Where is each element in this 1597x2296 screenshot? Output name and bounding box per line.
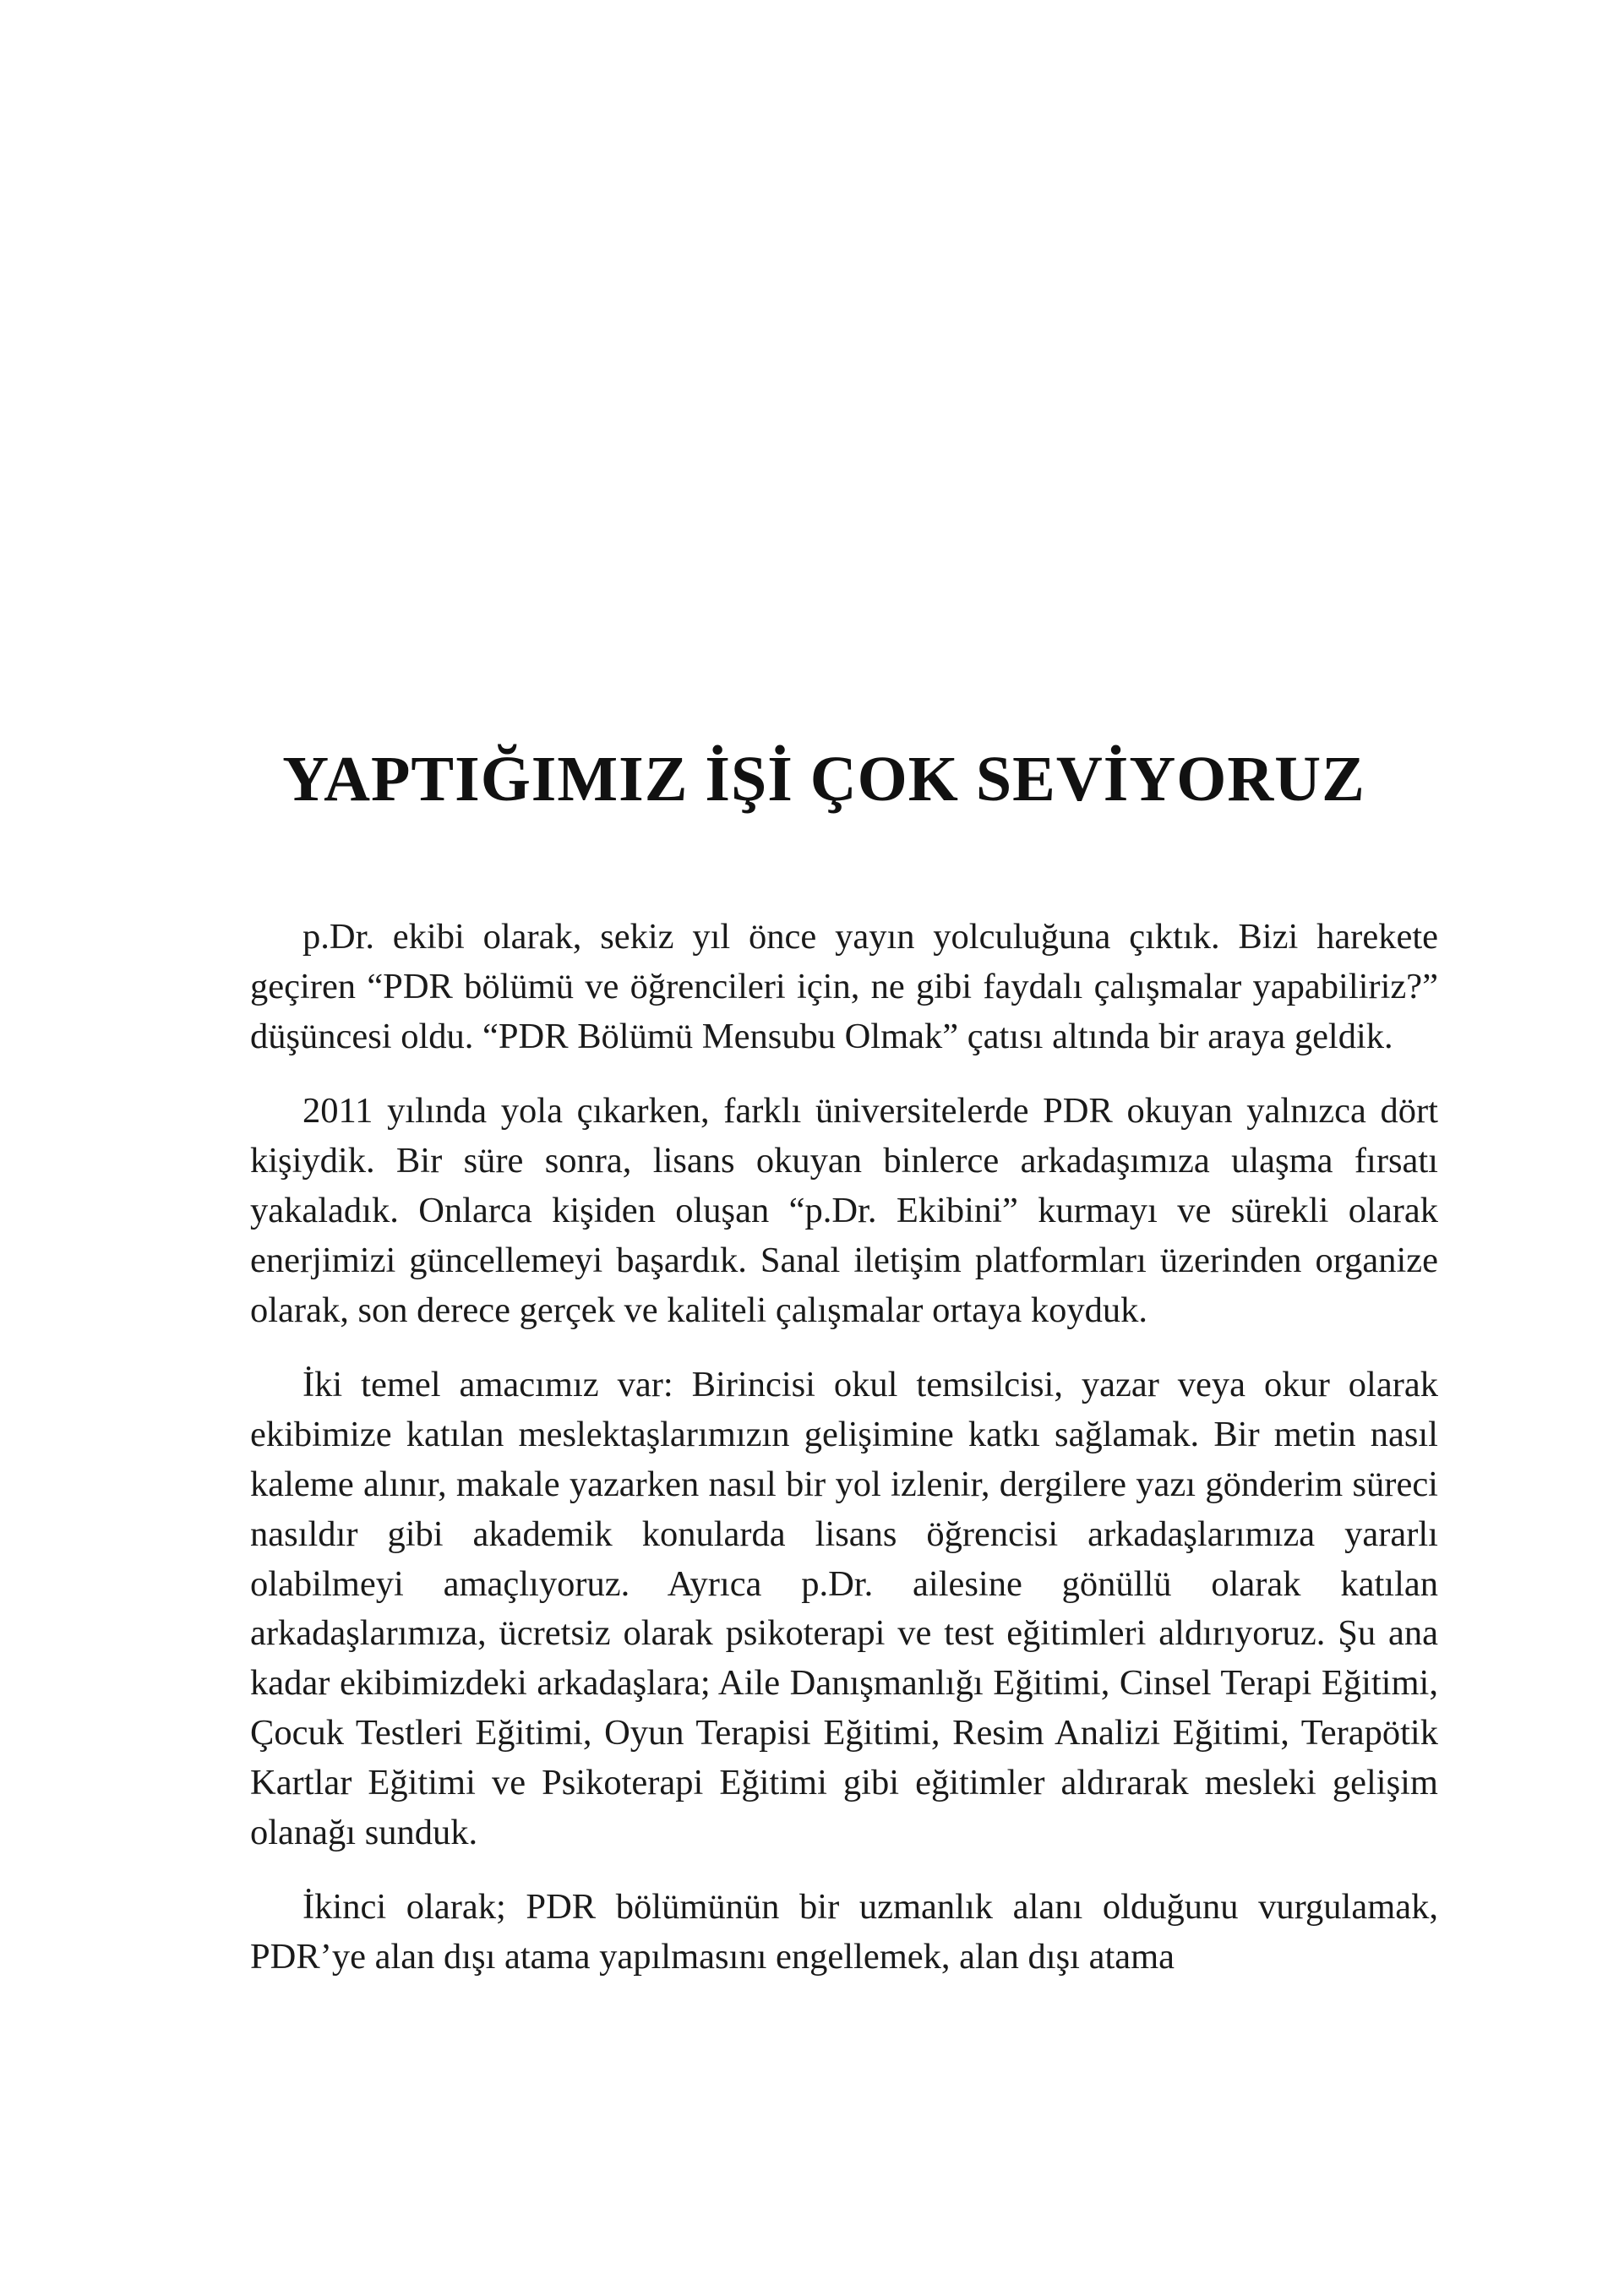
paragraph-4: İkinci olarak; PDR bölümünün bir uzmanlık alanı olduğunu vurgulamak, PDR’ye alan dışı atama yapılmasını engellemek, alan dışı atama xyxy=(250,1887,1438,1977)
paragraph-1: p.Dr. ekibi olarak, sekiz yıl önce yayın yolculuğuna çıktık. Bizi harekete geçiren “PDR bölümü ve öğrencileri için, ne gibi faydalı çalışmalar yapabiliriz?” düşüncesi oldu. “PDR Bölümü Mensubu Olmak” çatısı altında bir araya geldik. xyxy=(250,917,1438,1056)
chapter-title: YAPTIĞIMIZ İŞİ ÇOK SEVİYORUZ xyxy=(282,744,1365,815)
body-text xyxy=(250,913,1438,2008)
paragraph-2: 2011 yılında yola çıkarken, farklı üniversitelerde PDR okuyan yalnızca dört kişiydik. Bir süre sonra, lisans okuyan binlerce arkadaşımıza ulaşma fırsatı yakaladık. Onlarca kişiden oluşan “p.Dr. Ekibini” kurmayı ve sürekli olarak enerjimizi güncellemeyi başardık. Sanal iletişim platformları üzerinden organize olarak, son derece gerçek ve kaliteli çalışmalar ortaya koyduk. xyxy=(250,1091,1438,1330)
paragraph-3: İki temel amacımız var: Birincisi okul temsilcisi, yazar veya okur olarak ekibimize katılan meslektaşlarımızın gelişimine katkı sağlamak. Bir metin nasıl kaleme alınır, makale yazarken nasıl bir yol izlenir, dergilere yazı gönderim süreci nasıldır gibi akademik konularda lisans öğrencisi arkadaşlarımıza yararlı olabilmeyi amaçlıyoruz. Ayrıca p.Dr. ailesine gönüllü olarak katılan arkadaşlarımıza, ücretsiz olarak psikoterapi ve test eğitimleri aldırıyoruz. Şu ana kadar ekibimizdeki arkadaşlara; Aile Danışmanlığı Eğitimi, Cinsel Terapi Eğitimi, Çocuk Testleri Eğitimi, Oyun Terapisi Eğitimi, Resim Analizi Eğitimi, Terapötik Kartlar Eğitimi ve Psikoterapi Eğitimi gibi eğitimler aldırarak mesleki gelişim olanağı sunduk. xyxy=(250,1365,1438,1852)
